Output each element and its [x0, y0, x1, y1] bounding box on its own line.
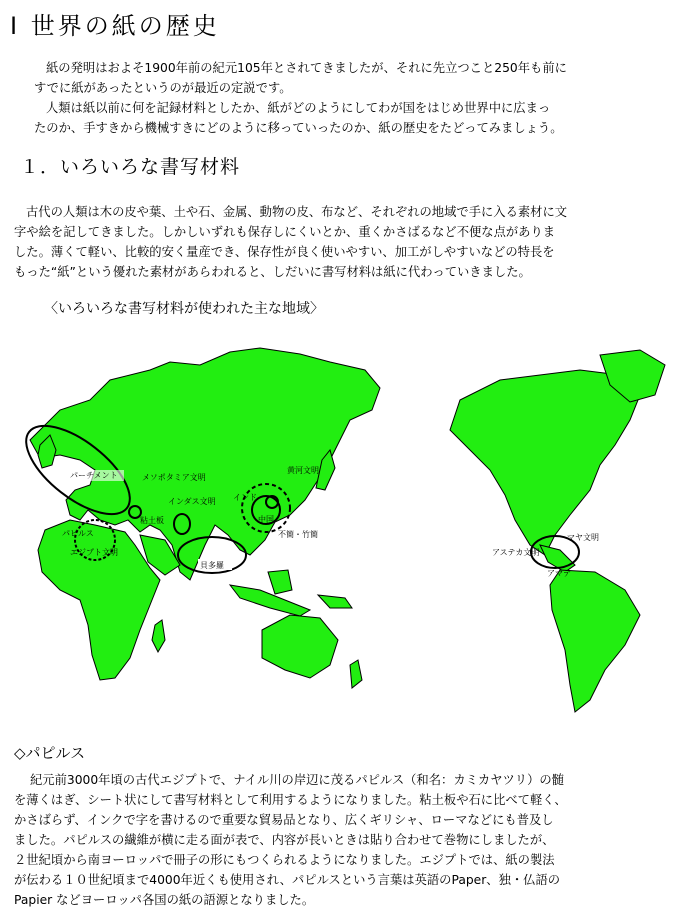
map-caption: 〈いろいろな書写材料が使われた主な地域〉	[44, 301, 324, 317]
south-america-landmass	[550, 570, 640, 712]
papyrus-line-1: 紀元前3000年頃の古代エジプトで、ナイル川の岸辺に茂るパピルス（和名：カミカヤツリ）の髄	[30, 773, 564, 787]
papyrus-heading: ◇パピルス	[14, 744, 86, 762]
intro-line-2: すでに紙があったというのが最近の定説です。	[34, 81, 292, 95]
label-egypt: エジプト文明	[70, 548, 118, 557]
page-title: Ⅰ 世界の紙の歴史	[10, 12, 220, 40]
label-bamboo: 不簡・竹簡	[278, 530, 318, 539]
label-india: インド	[233, 493, 257, 502]
papyrus-line-6: が伝わる１０世紀頃まで4000年近くも使用され、パピルスという言葉は英語のPaper、独・仏語の	[14, 873, 561, 887]
label-china: 中国	[258, 515, 274, 524]
label-mesopotamia: メソポタミア文明	[142, 473, 206, 482]
newguinea-landmass	[318, 595, 352, 608]
australia-landmass	[262, 615, 338, 678]
label-clay: 粘土板	[140, 516, 164, 525]
label-maya: マヤ文明	[567, 533, 599, 542]
section-line-3: した。薄くて軽い、比較的安く量産でき、保存性が良く使いやすい、加工がしやすいなどの特長を	[14, 245, 555, 259]
papyrus-line-2: を薄くはぎ、シート状にして書写材料として利用するようになりました。粘土板や石に比べて軽く、	[14, 793, 567, 807]
label-aztec: アステカ文明	[492, 548, 540, 557]
label-amate: アマテ	[547, 569, 571, 578]
africa-landmass	[38, 520, 160, 680]
intro-line-1: 紙の発明はおよそ1900年前の紀元105年とされてきましたが、それに先立つこと250年も前に	[46, 61, 567, 75]
label-yellow-river: 黄河文明	[287, 466, 319, 475]
indonesia-landmass	[230, 585, 310, 616]
papyrus-line-4: ました。パピルスの繊維が横に走る面が表で、内容が長いときは貼り合わせて巻物にしましたが、	[14, 833, 555, 847]
madagascar-landmass	[152, 620, 165, 652]
section-line-2: 字や絵を記してきました。しかしいずれも保存しにくいとか、重くかさばるなど不便な点がありま	[14, 225, 556, 239]
label-papyrus: パピルス	[62, 529, 94, 538]
section-line-1: 古代の人類は木の皮や葉、土や石、金属、動物の皮、布など、それぞれの地域で手に入る素材に文	[26, 205, 568, 219]
label-indus: インダス文明	[168, 497, 216, 506]
intro-line-3: 人類は紙以前に何を記録材料としたか、紙がどのようにしてわが国をはじめ世界中に広まっ	[46, 101, 551, 115]
papyrus-line-5: ２世紀頃から南ヨーロッパで冊子の形にもつくられるようになりました。エジプトでは、紙の製法	[14, 853, 555, 867]
section-line-4: もった“紙”という優れた素材があらわれると、しだいに書写材料は紙に代わっていきました。	[14, 265, 531, 279]
nz-landmass	[350, 660, 362, 688]
intro-line-4: たのか、手すきから機械すきにどのように移っていったのか、紙の歴史をたどってみましょう。	[34, 121, 563, 135]
section-heading: １．いろいろな書写材料	[20, 156, 241, 178]
label-parchment: パーチメント	[70, 471, 118, 480]
borneo-landmass	[268, 570, 292, 594]
north-america-landmass	[450, 370, 640, 555]
world-map	[0, 340, 680, 720]
label-palm-leaf: 貝多羅	[200, 561, 224, 570]
papyrus-line-7: Papier などヨーロッパ各国の紙の語源となりました。	[14, 893, 315, 907]
papyrus-line-3: かさばらず、インクで字を書けるので重要な貿易品となり、広くギリシャ、ローマなどにも普及し	[14, 813, 554, 827]
